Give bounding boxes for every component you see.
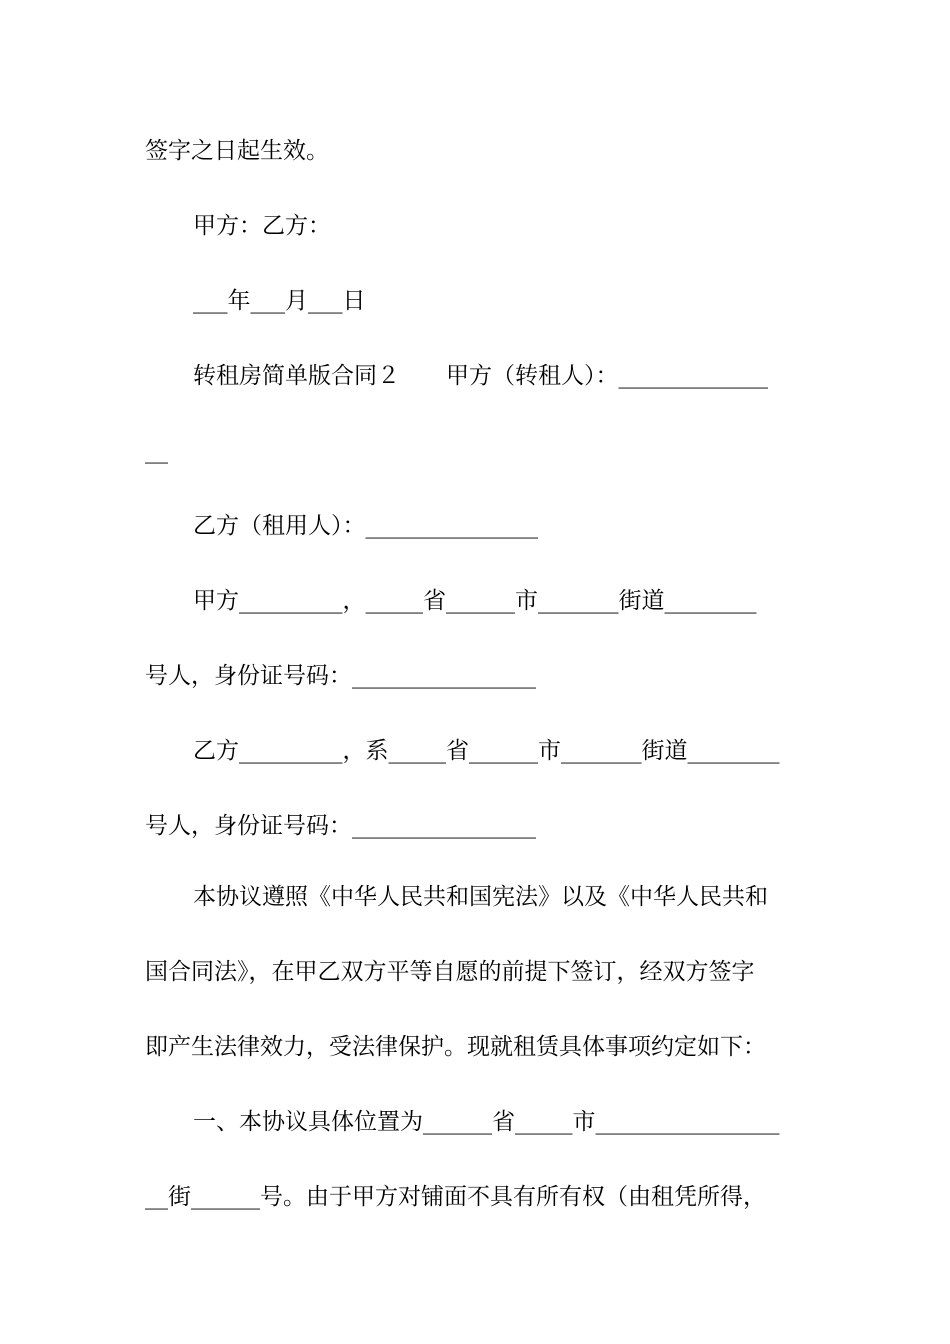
text-line: 号人，身份证号码：________________ [145,663,536,689]
text-line: 乙方_________，系_____省______市_______街道________ [193,738,780,764]
text-line: 即产生法律效力，受法律保护。现就租赁具体事项约定如下： [145,1034,766,1060]
text-line: __街______号。由于甲方对铺面不具有所有权（由租凭所得， [145,1184,766,1210]
text-line: 号人，身份证号码：________________ [145,813,536,839]
text-line: 乙方（租用人）：_______________ [193,513,538,539]
text-line: 一、本协议具体位置为______省_____市________________ [193,1109,780,1135]
text-line: 签字之日起生效。 [145,138,329,164]
text-line: 本协议遵照《中华人民共和国宪法》以及《中华人民共和 [193,884,768,910]
text-line: __ [145,438,168,464]
text-line: 甲方：乙方： [193,213,331,239]
text-line: 转租房简单版合同２ 甲方（转租人）：_____________ [193,363,768,389]
text-line: 甲方_________，_____省______市_______街道________ [193,588,757,614]
text-line: 国合同法》，在甲乙双方平等自愿的前提下签订，经双方签字 [145,959,755,985]
text-line: ___年___月___日 [193,288,366,314]
